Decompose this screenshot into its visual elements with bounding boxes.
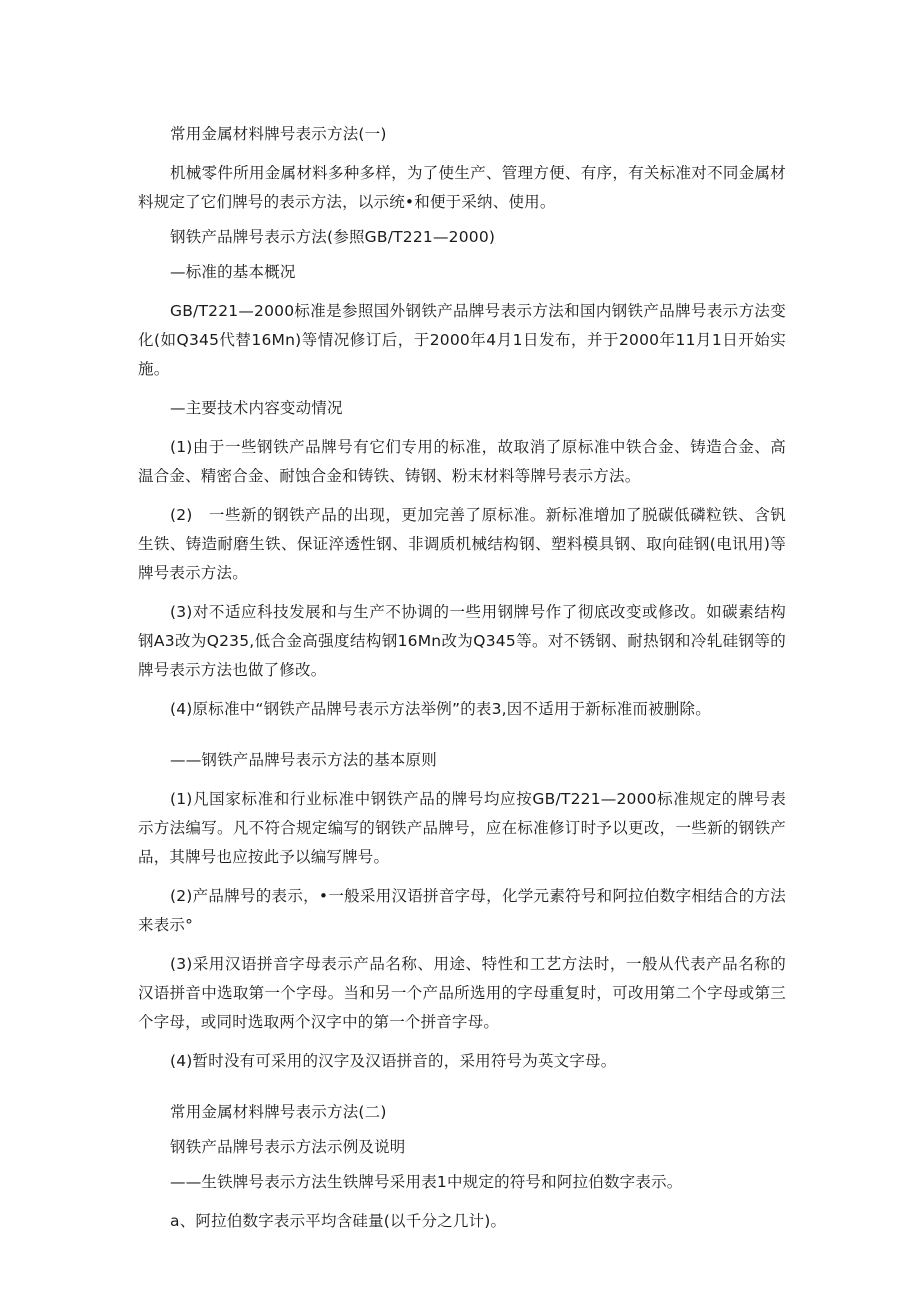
- principles-heading: ——钢铁产品牌号表示方法的基本原则: [170, 751, 437, 769]
- change-item-4: (4)原标准中“钢铁产品牌号表示方法举例”的表3,因不适用于新标准而被删除。: [170, 700, 711, 718]
- principle-item-4: (4)暂时没有可采用的汉字及汉语拼音的，采用符号为英文字母。: [170, 1052, 617, 1070]
- changes-heading: —主要技术内容变动情况: [170, 399, 343, 417]
- principle-item-1: (1)凡国家标准和行业标准中钢铁产品的牌号均应按GB/T221—2000标准规定的牌号表示方法编写。凡不符合规定编写的钢铁产品牌号，应在标准修订时予以更改，一些新的钢铁产品，其牌号也应按此予以编写牌号。: [138, 790, 786, 866]
- basic-overview-heading: —标准的基本概况: [170, 263, 296, 281]
- principle-item-3: (3)采用汉语拼音字母表示产品名称、用途、特性和工艺方法时，一般从代表产品名称的汉语拼音中选取第一个字母。当和另一个产品所选用的字母重复时，可改用第二个字母或第三个字母，或同时选取两个汉字中的第一个拼音字母。: [138, 955, 786, 1031]
- change-item-1: (1)由于一些钢铁产品牌号有它们专用的标准，故取消了原标准中铁合金、铸造合金、高温合金、精密合金、耐蚀合金和铸铁、铸钢、粉末材料等牌号表示方法。: [138, 438, 786, 485]
- change-item-2: (2) 一些新的钢铁产品的出现，更加完善了原标准。新标准增加了脱碳低磷粒铁、含钒生铁、铸造耐磨生铁、保证淬透性钢、非调质机械结构钢、塑料模具钢、取向硅钢(电讯用)等牌号表示方法。: [138, 506, 786, 582]
- section-1-title: 常用金属材料牌号表示方法(一): [170, 125, 387, 143]
- section-2-title: 常用金属材料牌号表示方法(二): [170, 1103, 387, 1121]
- document-body: [138, 120, 786, 1236]
- intro-paragraph: 机械零件所用金属材料多种多样，为了使生产、管理方便、有序，有关标准对不同金属材料规定了它们牌号的表示方法，以示统•和便于采纳、使用。: [138, 164, 786, 211]
- steel-designation-title: 钢铁产品牌号表示方法(参照GB/T221—2000): [170, 228, 496, 246]
- pig-iron-heading: ——生铁牌号表示方法生铁牌号采用表1中规定的符号和阿拉伯数字表示。: [170, 1173, 683, 1191]
- change-item-3: (3)对不适应科技发展和与生产不协调的一些用钢牌号作了彻底改变或修改。如碳素结构钢A3改为Q235,低合金高强度结构钢16Mn改为Q345等。对不锈钢、耐热钢和冷轧硅钢等的牌号表示方法也做了修改。: [138, 603, 786, 679]
- item-a: a、阿拉伯数字表示平均含硅量(以千分之几计)。: [170, 1212, 507, 1230]
- basic-overview-paragraph: GB/T221—2000标准是参照国外钢铁产品牌号表示方法和国内钢铁产品牌号表示方法变化(如Q345代替16Mn)等情况修订后，于2000年4月1日发布，并于2000年11月1日开始实施。: [138, 302, 786, 378]
- examples-title: 钢铁产品牌号表示方法示例及说明: [170, 1138, 406, 1156]
- principle-item-2: (2)产品牌号的表示，•一般采用汉语拼音字母，化学元素符号和阿拉伯数字相结合的方法来表示°: [138, 887, 786, 934]
